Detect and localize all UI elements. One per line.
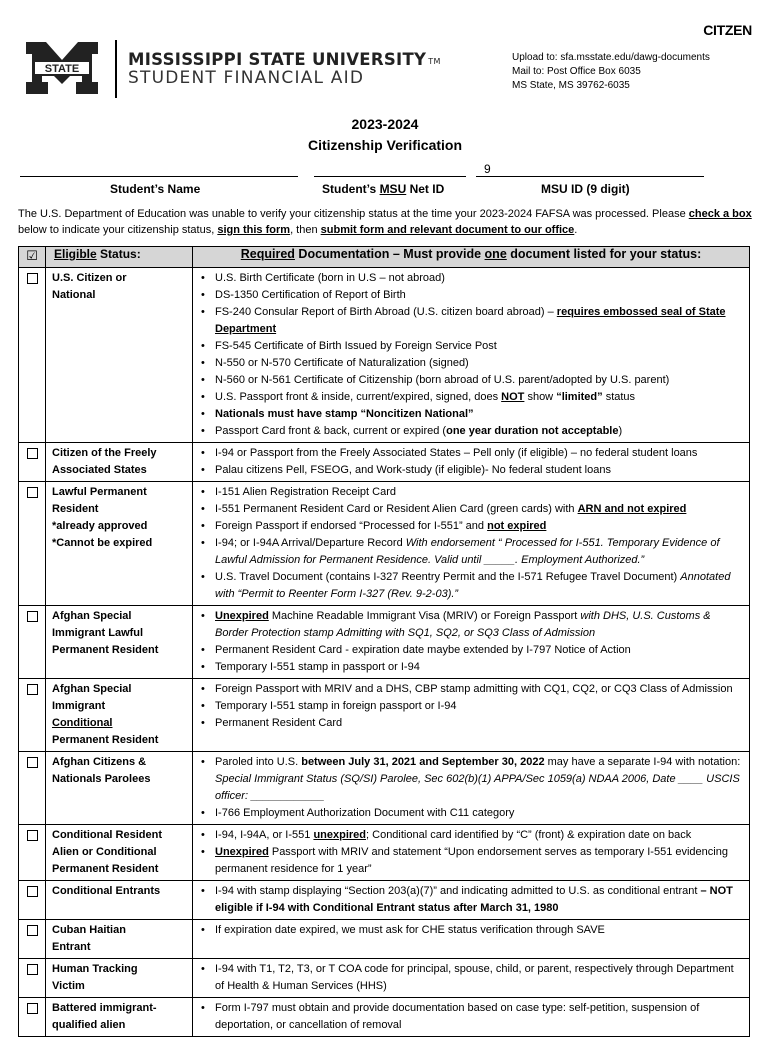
documentation-cell xyxy=(193,881,750,920)
status-checkbox[interactable] xyxy=(19,998,46,1037)
document-item xyxy=(193,844,745,878)
document-text: I-551 Permanent Resident Card or Resident Alien Card (green cards) with xyxy=(215,503,578,515)
document-text: U.S. Passport front & inside, current/expired, signed, does xyxy=(215,391,502,403)
document-item xyxy=(193,805,745,822)
document-item xyxy=(193,372,745,389)
document-text: ARN and not expired xyxy=(577,503,687,515)
status-checkbox[interactable] xyxy=(19,679,46,752)
student-name-field[interactable] xyxy=(20,176,298,177)
student-name-label: Student’s Name xyxy=(110,182,201,196)
documentation-cell xyxy=(193,959,750,998)
status-label xyxy=(46,752,193,825)
status-label-line: Victim xyxy=(52,980,85,992)
document-text: ) xyxy=(618,425,623,437)
status-checkbox[interactable] xyxy=(19,606,46,679)
documentation-list xyxy=(193,998,749,1036)
net-id-field[interactable] xyxy=(314,176,466,177)
status-label-line: Battered immigrant- xyxy=(52,1002,157,1014)
document-item xyxy=(193,423,745,440)
documentation-cell xyxy=(193,998,750,1037)
status-checkbox[interactable] xyxy=(19,881,46,920)
status-label-line: National xyxy=(52,289,96,301)
checkbox-square-icon xyxy=(27,964,38,975)
documentation-column-header: Required Documentation – Must provide one document listed for your status: xyxy=(193,247,750,268)
checkbox-square-icon xyxy=(27,886,38,897)
checkbox-square-icon xyxy=(27,684,38,695)
table-row xyxy=(19,752,750,825)
document-text: Temporary I-551 stamp in foreign passport or I-94 xyxy=(215,700,457,712)
document-item xyxy=(193,659,745,676)
documentation-cell xyxy=(193,825,750,881)
document-text: Permanent Resident Card - expiration date maybe extended by I-797 Notice of Action xyxy=(215,644,631,656)
document-item xyxy=(193,445,745,462)
documentation-list xyxy=(193,959,749,997)
document-item xyxy=(193,304,745,338)
status-checkbox[interactable] xyxy=(19,482,46,606)
documentation-cell xyxy=(193,443,750,482)
document-item xyxy=(193,338,745,355)
document-text: one year duration not acceptable xyxy=(446,425,619,437)
document-item xyxy=(193,715,745,732)
documentation-cell xyxy=(193,920,750,959)
document-text: with DHS, U.S. Customs & Border Protection stamp Admitting with SQ1, SQ2, or SQ3 Class of Admission xyxy=(215,610,711,639)
status-label xyxy=(46,482,193,606)
checkbox-square-icon xyxy=(27,273,38,284)
table-row xyxy=(19,998,750,1037)
upload-line[interactable]: Upload to: sfa.msstate.edu/dawg-documents xyxy=(512,52,710,63)
university-name: MISSISSIPPI STATE UNIVERSITY ™ xyxy=(128,50,441,69)
status-label-line: Resident xyxy=(52,503,99,515)
document-item xyxy=(193,883,745,917)
document-item xyxy=(193,355,745,372)
status-checkbox[interactable] xyxy=(19,443,46,482)
status-label xyxy=(46,998,193,1037)
msu-state-logo xyxy=(22,40,102,96)
document-text: I-94 or Passport from the Freely Associated States – Pell only (if eligible) – no federal student loans xyxy=(215,447,698,459)
document-text: Passport Card front & back, current or expired ( xyxy=(215,425,447,437)
checkbox-square-icon xyxy=(27,1003,38,1014)
checkbox-square-icon xyxy=(27,757,38,768)
documentation-list xyxy=(193,752,749,824)
document-text: I-766 Employment Authorization Document with C11 category xyxy=(215,807,515,819)
document-text: Form I-797 must obtain and provide documentation based on case type: self-petition, suspension of deportation, or cancellation of removal xyxy=(215,1002,700,1031)
document-item xyxy=(193,1000,745,1034)
status-label-line: Conditional Entrants xyxy=(52,885,161,897)
document-text: Temporary I-551 stamp in passport or I-94 xyxy=(215,661,420,673)
document-text: Unexpired xyxy=(215,610,269,622)
document-text: I-94; or I-94A Arrival/Departure Record xyxy=(215,537,406,549)
document-item xyxy=(193,698,745,715)
document-text: between July 31, 2021 and September 30, 2022 xyxy=(301,756,545,768)
status-checkbox[interactable] xyxy=(19,268,46,443)
document-item xyxy=(193,961,745,995)
documentation-list xyxy=(193,268,749,442)
document-text: U.S. Travel Document (contains I-327 Reentry Permit and the I-571 Refugee Travel Document) xyxy=(215,571,681,583)
documentation-list xyxy=(193,825,749,880)
document-text: status xyxy=(602,391,636,403)
submission-address xyxy=(512,51,710,93)
document-text: Passport with MRIV and statement “Upon endorsement serves as temporary I-551 evidencing permanent residence for 1 year” xyxy=(215,846,728,875)
document-text: Palau citizens Pell, FSEOG, and Work-study (if eligible)- No federal student loans xyxy=(215,464,611,476)
documentation-cell xyxy=(193,679,750,752)
document-text: I-94 with T1, T2, T3, or T COA code for principal, spouse, child, or parent, respectively through Department of Health & Human Services (HHS) xyxy=(215,963,734,992)
msu-id-label: MSU ID (9 digit) xyxy=(541,182,630,196)
documentation-list xyxy=(193,443,749,481)
document-text: I-94, I-94A, or I-551 xyxy=(215,829,314,841)
document-text: Foreign Passport with MRIV and a DHS, CBP stamp admitting with CQ1, CQ2, or CQ3 Class of Admission xyxy=(215,683,733,695)
document-text: requires embossed seal of State Department xyxy=(215,306,726,335)
status-label xyxy=(46,881,193,920)
status-label-line: Afghan Special xyxy=(52,610,132,622)
table-row xyxy=(19,881,750,920)
table-row xyxy=(19,920,750,959)
status-label-line: qualified alien xyxy=(52,1019,126,1031)
status-label-line: Associated States xyxy=(52,464,147,476)
document-item xyxy=(193,518,745,535)
status-label-line: Permanent Resident xyxy=(52,734,159,746)
document-text: Paroled into U.S. xyxy=(215,756,302,768)
document-text: may have a separate I-94 with notation: xyxy=(544,756,741,768)
document-text: I-94 with stamp displaying “Section 203(a)(7)” and indicating admitted to U.S. as conditional entrant xyxy=(215,885,701,897)
status-label-line: Nationals Parolees xyxy=(52,773,151,785)
table-row xyxy=(19,825,750,881)
table-row xyxy=(19,679,750,752)
status-checkbox[interactable] xyxy=(19,920,46,959)
mail-line: Mail to: Post Office Box 6035 xyxy=(512,66,641,77)
document-text: I-151 Alien Registration Receipt Card xyxy=(215,486,396,498)
table-row xyxy=(19,443,750,482)
document-text: NOT xyxy=(501,391,525,403)
logo-state-word: STATE xyxy=(44,63,80,75)
document-text: Nationals must have stamp “Noncitizen National” xyxy=(215,408,474,420)
checkbox-square-icon xyxy=(27,925,38,936)
document-text: unexpired xyxy=(313,829,367,841)
document-item xyxy=(193,608,745,642)
form-code-tag: CITZEN xyxy=(703,22,752,38)
document-item xyxy=(193,389,745,406)
documentation-cell xyxy=(193,752,750,825)
document-text: If expiration date expired, we must ask for CHE status verification through SAVE xyxy=(215,924,605,936)
status-label-line: Cuban Haitian xyxy=(52,924,126,936)
document-text: – NOT eligible if I-94 with Conditional Entrant status after March 31, 1980 xyxy=(215,885,733,914)
document-text: Unexpired xyxy=(215,846,269,858)
document-text: U.S. Birth Certificate (born in U.S – not abroad) xyxy=(215,272,445,284)
status-label xyxy=(46,959,193,998)
document-item xyxy=(193,406,745,423)
table-row xyxy=(19,959,750,998)
table-header-row xyxy=(19,247,750,268)
department-name: STUDENT FINANCIAL AID xyxy=(128,68,365,88)
document-text: not expired xyxy=(487,520,547,532)
status-label xyxy=(46,825,193,881)
status-label-line: Conditional xyxy=(52,717,113,729)
status-label-line: Permanent Resident xyxy=(52,863,159,875)
documentation-list xyxy=(193,881,749,919)
status-label-line: Conditional Resident xyxy=(52,829,162,841)
citizenship-status-table xyxy=(18,246,750,1037)
status-label-line: Afghan Special xyxy=(52,683,132,695)
status-label-line: *Cannot be expired xyxy=(52,537,153,549)
form-title: Citizenship Verification xyxy=(307,137,463,153)
document-item xyxy=(193,569,745,603)
document-item xyxy=(193,462,745,479)
document-item xyxy=(193,681,745,698)
header-divider xyxy=(115,40,117,98)
document-item xyxy=(193,484,745,501)
status-label-line: Immigrant Lawful xyxy=(52,627,144,639)
checkbox-square-icon xyxy=(27,487,38,498)
documentation-cell xyxy=(193,268,750,443)
city-line: MS State, MS 39762-6035 xyxy=(512,80,630,91)
msu-id-field[interactable] xyxy=(476,176,704,177)
documentation-list xyxy=(193,920,749,941)
status-label-line: Entrant xyxy=(52,941,91,953)
status-label xyxy=(46,268,193,443)
document-text: Foreign Passport if endorsed “Processed for I-551” and xyxy=(215,520,488,532)
status-label xyxy=(46,920,193,959)
status-label-line: Lawful Permanent xyxy=(52,486,147,498)
document-item xyxy=(193,270,745,287)
status-label-line: Citizen of the Freely xyxy=(52,447,157,459)
document-item xyxy=(193,922,745,939)
document-text: FS-545 Certificate of Birth Issued by Foreign Service Post xyxy=(215,340,497,352)
aid-year: 2023-2024 xyxy=(351,116,419,132)
status-label xyxy=(46,443,193,482)
documentation-list xyxy=(193,606,749,678)
table-row xyxy=(19,606,750,679)
status-checkbox[interactable] xyxy=(19,959,46,998)
status-label-line: Alien or Conditional xyxy=(52,846,157,858)
checkbox-square-icon xyxy=(27,830,38,841)
checkbox-square-icon xyxy=(27,448,38,459)
status-label-line: U.S. Citizen or xyxy=(52,272,127,284)
document-text: Annotated with “Permit to Reenter Form I-327 (Rev. 9-2-03).” xyxy=(215,571,731,600)
status-label xyxy=(46,679,193,752)
document-item xyxy=(193,501,745,518)
checked-box-icon: ☑ xyxy=(19,247,46,268)
document-text: ; Conditional card identified by “C” (front) & expiration date on back xyxy=(366,829,692,841)
documentation-cell xyxy=(193,606,750,679)
document-item xyxy=(193,535,745,569)
document-item xyxy=(193,827,745,844)
document-text: N-550 or N-570 Certificate of Naturalization (signed) xyxy=(215,357,469,369)
status-label-line: Permanent Resident xyxy=(52,644,159,656)
document-text: show xyxy=(524,391,557,403)
document-text: Machine Readable Immigrant Visa (MRIV) or Foreign Passport xyxy=(268,610,581,622)
status-label xyxy=(46,606,193,679)
instructions-paragraph: The U.S. Department of Education was unable to verify your citizenship status at the time your 2023-2024 FAFSA was processed. Please check a box below to indicate your citizenship status, sign this form, then submit form and relevant document to our office. xyxy=(18,208,752,236)
table-row xyxy=(19,482,750,606)
table-row xyxy=(19,268,750,443)
document-text: With endorsement “ Processed for I-551. Temporary Evidence of Lawful Admission for Permanent Residence. Valid until _____. Employment Authorized.” xyxy=(215,537,720,566)
document-text: N-560 or N-561 Certificate of Citizenship (born abroad of U.S. parent/adopted by U.S. parent) xyxy=(215,374,670,386)
documentation-cell xyxy=(193,482,750,606)
document-text: Permanent Resident Card xyxy=(215,717,343,729)
status-checkbox[interactable] xyxy=(19,825,46,881)
document-text: “limited” xyxy=(556,391,603,403)
status-label-line: Immigrant xyxy=(52,700,106,712)
document-text: FS-240 Consular Report of Birth Abroad (U.S. citizen board abroad) – xyxy=(215,306,557,318)
document-item xyxy=(193,754,745,805)
document-item xyxy=(193,642,745,659)
status-label-line: *already approved xyxy=(52,520,148,532)
status-column-header: Eligible Status: xyxy=(46,247,193,268)
net-id-label: Student’s MSU Net ID xyxy=(322,182,445,196)
document-item xyxy=(193,287,745,304)
document-text: DS-1350 Certification of Report of Birth xyxy=(215,289,406,301)
status-label-line: Human Tracking xyxy=(52,963,138,975)
status-checkbox[interactable] xyxy=(19,752,46,825)
document-text: Special Immigrant Status (SQ/SI) Parolee, Sec 602(b)(1) APPA/Sec 1059(a) NDAA 2006, Date ____ USCIS officer: ____________ xyxy=(215,773,740,802)
checkbox-square-icon xyxy=(27,611,38,622)
documentation-list xyxy=(193,679,749,734)
msu-id-prefix: 9 xyxy=(484,162,491,176)
documentation-list xyxy=(193,482,749,605)
status-label-line: Afghan Citizens & xyxy=(52,756,147,768)
